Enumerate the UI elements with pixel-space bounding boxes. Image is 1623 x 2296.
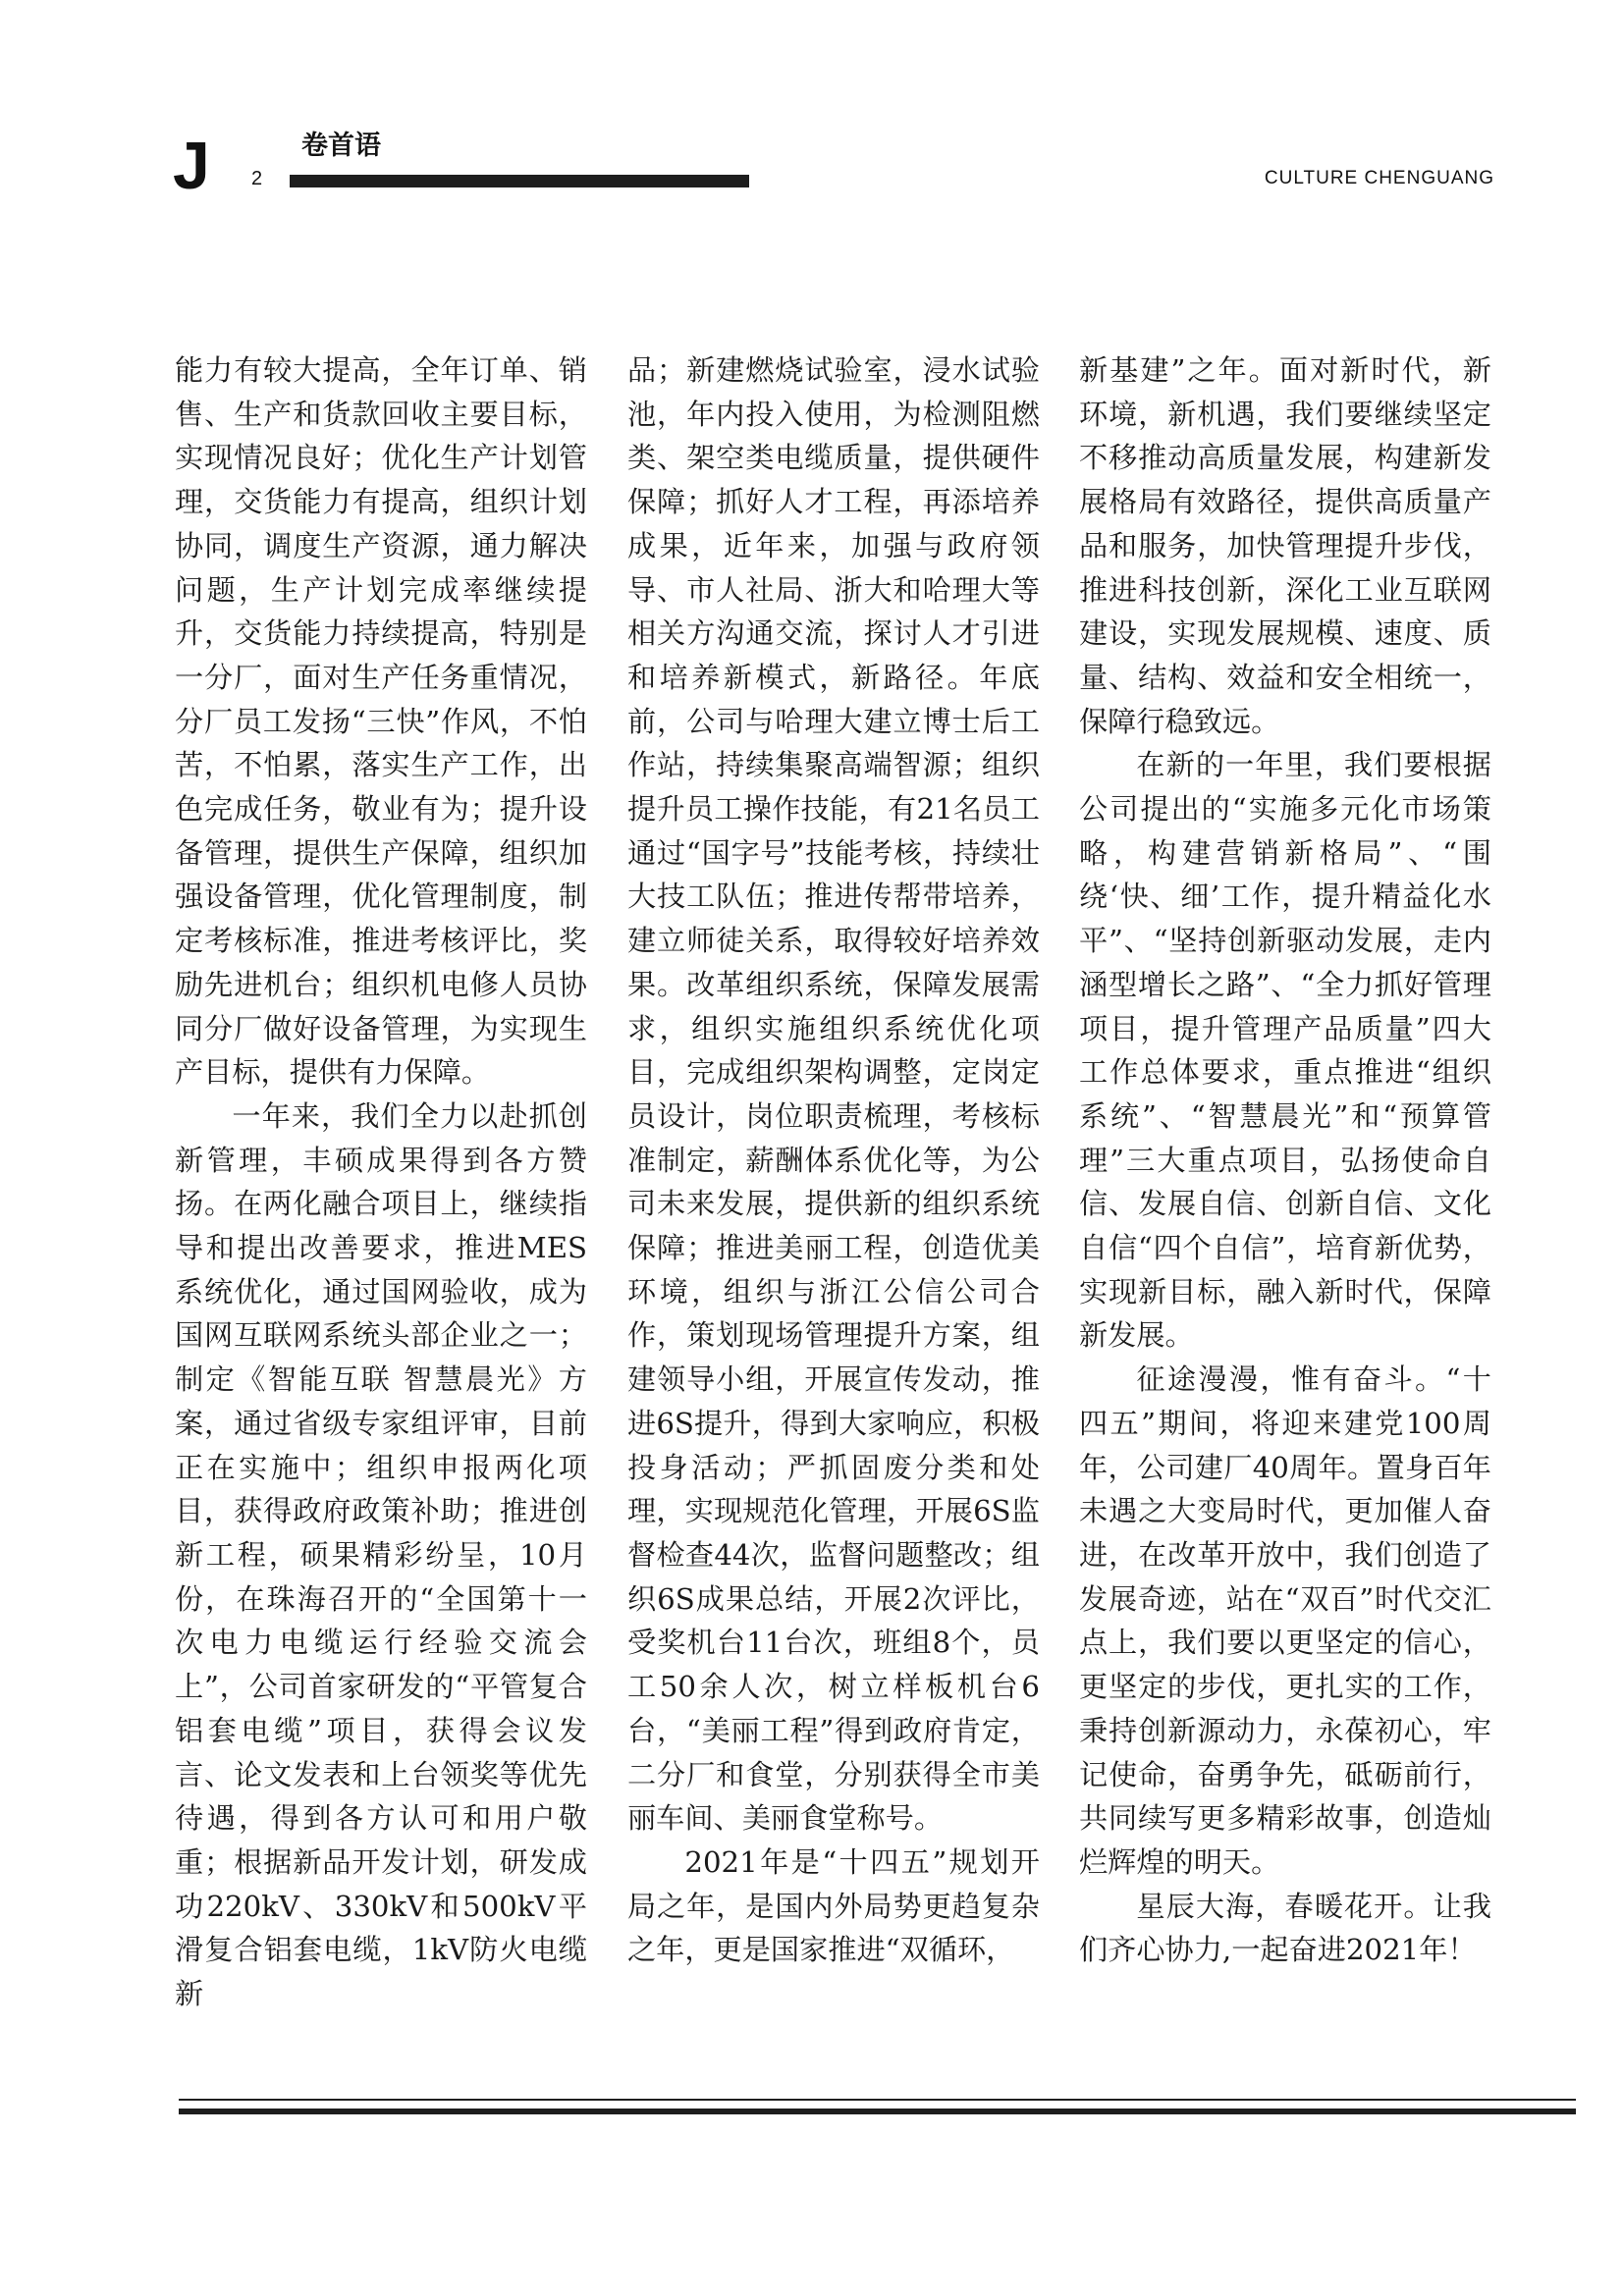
paragraph: 2021年是“十四五”规划开局之年，是国内外局势更趋复杂之年，更是国家推进“双循环，: [627, 1844, 1040, 1967]
paragraph: 在新的一年里，我们要根据公司提出的“实施多元化市场策略，构建营销新格局”、“围绕‘快、细’工作，提升精益化水平”、“坚持创新驱动发展，走内涵型增长之路”、“全力抓好管理项目，提升管理产品质量”四大工作总体要求，重点推进“组织系统”、“智慧晨光”和“预算管理”三大重点项目，弘扬使命自信、发展自信、创新自信、文化自信“四个自信”，培育新优势，实现新目标，融入新时代，保障新发展。: [1079, 748, 1491, 1353]
paragraph: 品；新建燃烧试验室，浸水试验池，年内投入使用，为检测阻燃类、架空类电缆质量，提供硬件保障；抓好人才工程，再添培养成果，近年来，加强与政府领导、市人社局、浙大和哈理大等相关方沟通交流，探讨人才引进和培养新模式，新路径。年底前，公司与哈理大建立博士后工作站，持续集聚高端智源；组织提升员工操作技能，有21名员工通过“国字号”技能考核，持续壮大技工队伍；推进传帮带培养，建立师徒关系，取得较好培养效果。改革组织系统，保障发展需求，组织实施组织系统优化项目，完成组织架构调整，定岗定员设计，岗位职责梳理，考核标准制定，薪酬体系优化等，为公司未来发展，提供新的组织系统保障；推进美丽工程，创造优美环境，组织与浙江公信公司合作，策划现场管理提升方案，组建领导小组，开展宣传发动，推进6S提升，得到大家响应，积极投身活动；严抓固废分类和处理，实现规范化管理，开展6S监督检查44次，监督问题整改；组织6S成果总结，开展2次评比，受奖机台11台次，班组8个，员工50余人次，树立样板机台6台，“美丽工程”得到政府肯定，二分厂和食堂，分别获得全市美丽车间、美丽食堂称号。: [627, 353, 1040, 1836]
paragraph: 征途漫漫，惟有奋斗。“十四五”期间，将迎来建党100周年，公司建厂40周年。置身百年未遇之大变局时代，更加催人奋进，在改革开放中，我们创造了发展奇迹，站在“双百”时代交汇点上，我们要以更坚定的信心，更坚定的步伐，更扎实的工作，秉持创新源动力，永葆初心，牢记使命，奋勇争先，砥砺前行，共同续写更多精彩故事，创造灿烂辉煌的明天。: [1079, 1362, 1491, 1879]
paragraph: 星辰大海，春暖花开。让我们齐心协力,一起奋进2021年！: [1079, 1889, 1491, 1967]
paragraph: 一年来，我们全力以赴抓创新管理，丰硕成果得到各方赞扬。在两化融合项目上，继续指导和提出改善要求，推进MES系统优化，通过国网验收，成为国网互联网系统头部企业之一；制定《智能互联 智慧晨光》方案，通过省级专家组评审，目前正在实施中；组织申报两化项目，获得政府政策补助；推进创新工程，硕果精彩纷呈，10月份，在珠海召开的“全国第十一次电力电缆运行经验交流会上”，公司首家研发的“平管复合铝套电缆”项目，获得会议发言、论文发表和上台领奖等优先待遇，得到各方认可和用户敬重；根据新品开发计划，研发成功220kV、330kV和500kV平滑复合铝套电缆，1kV防火电缆新: [175, 1098, 587, 2011]
magazine-logo-letter: J: [173, 129, 210, 203]
section-title: 卷首语: [301, 131, 381, 161]
text-column-1: [175, 348, 587, 2016]
text-column-2: [627, 348, 1040, 1972]
magazine-brand: CULTURE CHENGUANG: [1264, 168, 1494, 188]
footer-rule-thin: [179, 2099, 1576, 2101]
text-column-3: [1079, 348, 1491, 1972]
header-rule: [290, 175, 749, 187]
paragraph: 能力有较大提高，全年订单、销售、生产和货款回收主要目标，实现情况良好；优化生产计划管理，交货能力有提高，组织计划协同，调度生产资源，通力解决问题，生产计划完成率继续提升，交货能力持续提高，特别是一分厂，面对生产任务重情况，分厂员工发扬“三快”作风，不怕苦，不怕累，落实生产工作，出色完成任务，敬业有为；提升设备管理，提供生产保障，组织加强设备管理，优化管理制度，制定考核标准，推进考核评比，奖励先进机台；组织机电修人员协同分厂做好设备管理，为实现生产目标，提供有力保障。: [175, 353, 587, 1090]
paragraph: 新基建”之年。面对新时代，新环境，新机遇，我们要继续坚定不移推动高质量发展，构建新发展格局有效路径，提供高质量产品和服务，加快管理提升步伐，推进科技创新，深化工业互联网建设，实现发展规模、速度、质量、结构、效益和安全相统一，保障行稳致远。: [1079, 353, 1491, 738]
footer-rule-thick: [179, 2109, 1576, 2114]
page-number: 2: [251, 168, 263, 189]
